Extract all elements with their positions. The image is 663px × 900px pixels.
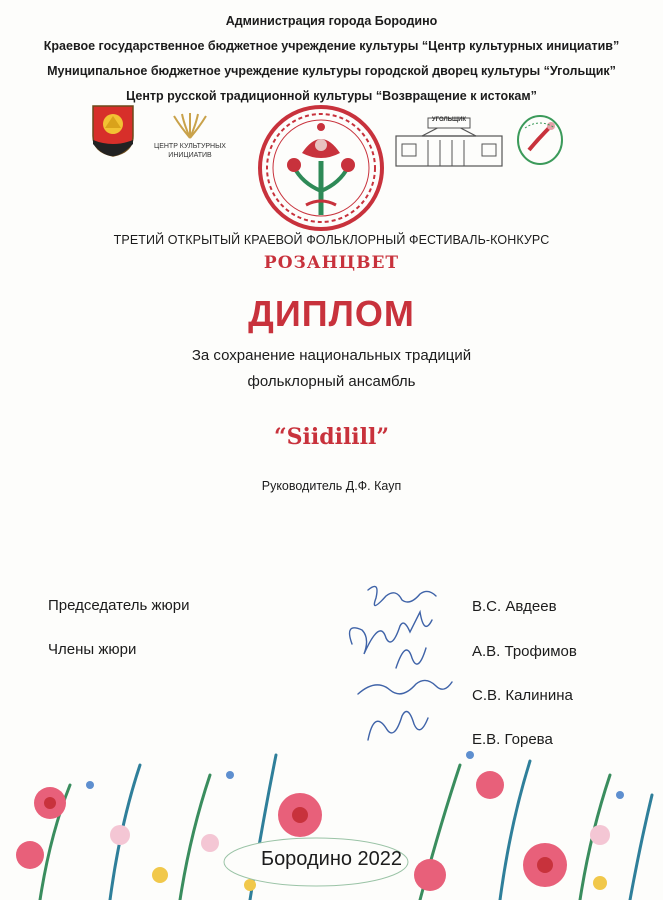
- jury-name-4: Е.В. Горева: [472, 731, 553, 748]
- diploma-reason: За сохранение национальных традиций: [191, 347, 472, 364]
- jury-name-1: В.С. Авдеев: [472, 598, 557, 615]
- jury-name-2: А.В. Трофимов: [472, 643, 577, 660]
- festival-name: РОЗАНЦВЕТ: [263, 253, 400, 273]
- ensemble-name: “Siidilill”: [273, 424, 390, 450]
- festival-subtitle: ТРЕТИЙ ОТКРЫТЫЙ КРАЕВОЙ ФОЛЬКЛОРНЫЙ ФЕСТИВАЛЬ-КОНКУРС: [113, 233, 550, 247]
- ensemble-leader: Руководитель Д.Ф. Кауп: [261, 479, 402, 493]
- place-and-year: Бородино 2022: [260, 848, 403, 870]
- cultural-initiatives-logo: [150, 112, 230, 160]
- header-line-administration: Администрация города Бородино: [225, 14, 438, 28]
- borodino-coat-of-arms: [91, 104, 135, 158]
- header-line-regional-institution: Краевое государственное бюджетное учреждение культуры “Центр культурных инициатив”: [43, 39, 620, 53]
- cultural-initiatives-emblem-icon: [150, 112, 230, 140]
- floral-border: [0, 725, 663, 900]
- jury-chair-label: Председатель жюри: [48, 597, 190, 614]
- cultural-initiatives-label: ЦЕНТР КУЛЬТУРНЫХ ИНИЦИАТИВ: [154, 143, 226, 159]
- ensemble-category: фольклорный ансамбль: [247, 373, 416, 390]
- diploma-title: ДИПЛОМ: [248, 293, 415, 334]
- festival-emblem: [258, 105, 384, 231]
- palace-label: УГОЛЬЩИК: [431, 117, 467, 123]
- palace-of-culture-logo: [392, 116, 506, 170]
- return-to-roots-logo: [515, 114, 565, 166]
- jury-members-label: Члены жюри: [48, 641, 137, 658]
- jury-name-3: С.В. Калинина: [472, 687, 573, 704]
- header-line-municipal-institution: Муниципальное бюджетное учреждение культуры городской дворец культуры “Угольщик”: [47, 64, 616, 78]
- header-line-culture-center: Центр русской традиционной культуры “Возвращение к истокам”: [126, 89, 537, 103]
